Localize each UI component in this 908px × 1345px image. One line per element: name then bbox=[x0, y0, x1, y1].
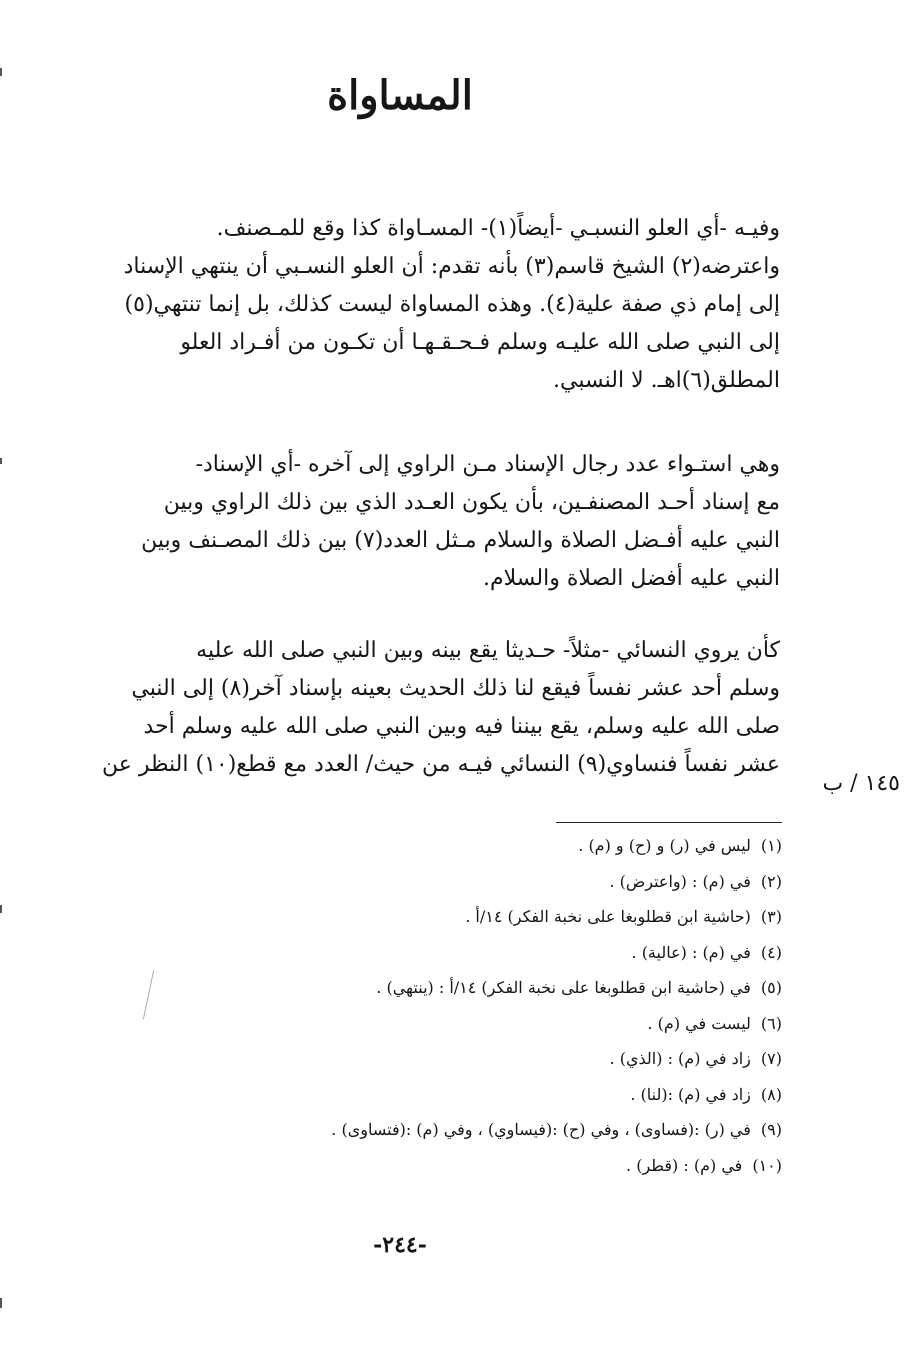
paragraph-line: إلى النبي صلى الله عليـه وسلم فـحـقـهـا أن تكـون من أفـراد العلو bbox=[180, 330, 780, 355]
footnote-item bbox=[190, 864, 782, 900]
footnote-text: في (م) : (عالية) . bbox=[631, 942, 751, 962]
paragraph-line: وفيـه -أي العلو النسبـي -أيضاً(١)- المسـاواة كذا وقع للمـصنف. bbox=[216, 216, 780, 241]
paragraph-2 bbox=[64, 446, 780, 598]
paragraph-line: مع إسناد أحـد المصنفـين، بأن يكون العـدد الذي بين ذلك الراوي وبين bbox=[163, 490, 780, 515]
footnote-text: (حاشية ابن قطلوبغا على نخبة الفكر) ١٤/أ . bbox=[465, 907, 751, 926]
footnote-number: (٥) bbox=[760, 978, 782, 997]
footnotes bbox=[190, 828, 782, 1183]
footnote-text: ليس في (ر) و (ح) و (م) . bbox=[578, 836, 751, 855]
paragraph-line: النبي عليه أفـضل الصلاة والسلام مـثل العدد(٧) بين ذلك المصـنف وبين bbox=[141, 528, 780, 553]
footnote-separator bbox=[556, 822, 782, 823]
page-title: المساواة bbox=[327, 72, 473, 119]
footnote-item bbox=[190, 899, 782, 935]
footnote-text: في (م) : (قطر) . bbox=[626, 1155, 743, 1175]
scan-edge-mark bbox=[0, 1298, 2, 1308]
paragraph-line: وسلم أحد عشر نفساً فيقع لنا ذلك الحديث بعينه بإسناد آخر(٨) إلى النبي bbox=[131, 676, 780, 701]
footnote-number: (١) bbox=[760, 836, 782, 855]
paragraph-line: وهي استـواء عدد رجال الإسناد مـن الراوي إلى آخره -أي الإسناد- bbox=[195, 452, 780, 477]
footnote-number: (٩) bbox=[760, 1120, 782, 1139]
page-number: -٢٤٤- bbox=[373, 1232, 427, 1258]
footnote-item bbox=[190, 828, 782, 864]
footnote-number: (٢) bbox=[760, 871, 782, 891]
footnote-number: (٨) bbox=[760, 1084, 782, 1104]
footnote-item bbox=[190, 1112, 782, 1148]
footnote-number: (٤) bbox=[760, 942, 782, 962]
footnote-item bbox=[190, 1077, 782, 1113]
footnote-item bbox=[190, 935, 782, 971]
folio-margin-note: ١٤٥ / ب bbox=[822, 771, 900, 796]
footnote-number: (٧) bbox=[760, 1049, 782, 1068]
footnote-number: (٣) bbox=[760, 907, 782, 926]
paragraph-3 bbox=[64, 632, 780, 784]
paragraph-line: كأن يروي النسائي -مثلاً- حـديثا يقع بينه وبين النبي صلى الله عليه bbox=[196, 638, 780, 663]
paragraph-line: واعترضه(٢) الشيخ قاسم(٣) بأنه تقدم: أن العلو النسـبي أن ينتهي الإسناد bbox=[123, 254, 780, 279]
pencil-mark bbox=[143, 970, 157, 1020]
footnote-text: في (حاشية ابن قطلوبغا على نخبة الفكر) ١٤/أ : (ينتهي) . bbox=[376, 978, 751, 997]
paragraph-line: عشر نفساً فنساوي(٩) النسائي فيـه من حيث/ العدد مع قطع(١٠) النظر عن bbox=[101, 752, 780, 777]
footnote-item bbox=[190, 1041, 782, 1077]
footnote-text: زاد في (م) :(لنا) . bbox=[630, 1084, 751, 1104]
footnote-text: في (ر) :(فساوى) ، وفي (ح) :(فيساوي) ، وفي (م) :(فتساوى) . bbox=[331, 1120, 751, 1139]
footnote-text: في (م) : (واعترض) . bbox=[609, 871, 751, 891]
footnote-text: زاد في (م) : (الذي) . bbox=[609, 1049, 751, 1068]
paragraph-line: النبي عليه أفضل الصلاة والسلام. bbox=[483, 566, 780, 591]
footnote-text: ليست في (م) . bbox=[647, 1013, 751, 1033]
paragraph-line: إلى إمام ذي صفة علية(٤). وهذه المساواة ليست كذلك، بل إنما تنتهي(٥) bbox=[124, 292, 780, 317]
footnote-number: (١٠) bbox=[752, 1155, 782, 1175]
footnote-item bbox=[190, 1148, 782, 1184]
footnote-number: (٦) bbox=[760, 1013, 782, 1033]
paragraph-1 bbox=[64, 210, 780, 400]
paragraph-line: صلى الله عليه وسلم، يقع بيننا فيه وبين النبي صلى الله عليه وسلم أحد bbox=[143, 714, 780, 739]
scan-edge-mark bbox=[0, 68, 2, 76]
scan-edge-mark bbox=[0, 458, 2, 464]
footnote-item bbox=[190, 1006, 782, 1042]
scan-edge-mark bbox=[0, 905, 2, 913]
footnote-item bbox=[190, 970, 782, 1006]
paragraph-line: المطلق(٦)اهـ. لا النسبي. bbox=[553, 368, 780, 393]
